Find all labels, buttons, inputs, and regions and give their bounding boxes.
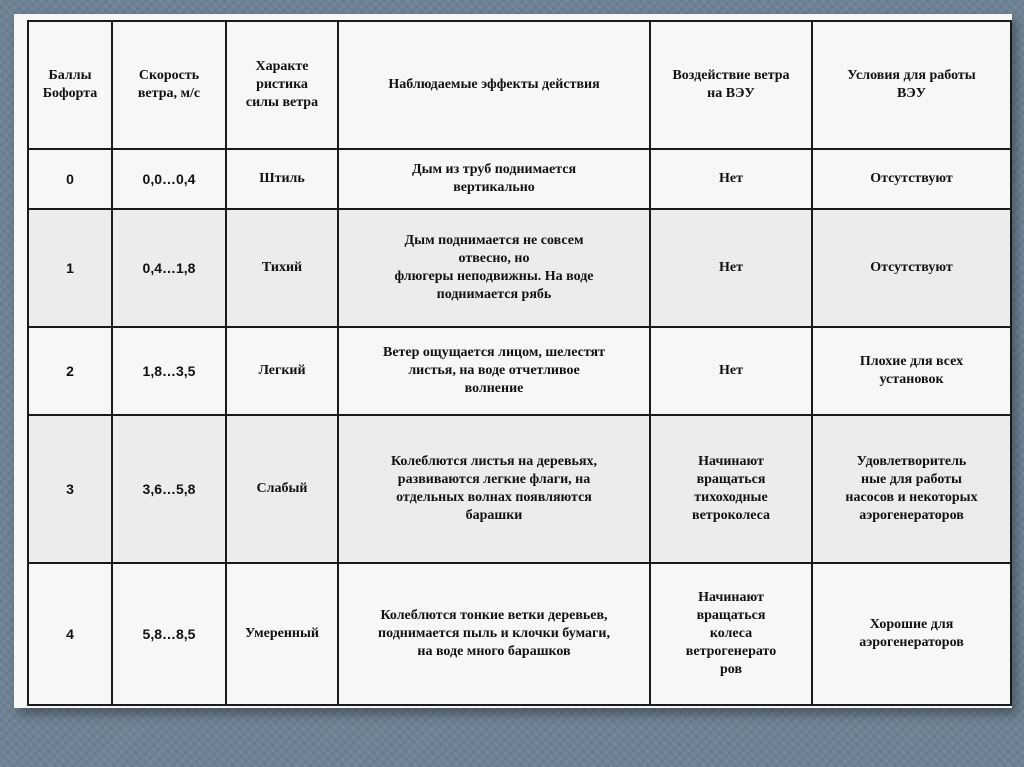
impact-cell: Нет — [650, 209, 812, 327]
character-cell: Штиль — [226, 149, 338, 209]
table-row — [28, 563, 1011, 705]
effects-cell: Дым из труб поднимается вертикально — [338, 149, 650, 209]
speed-cell: 3,6…5,8 — [112, 415, 226, 563]
header-operating-conditions: Условия для работы ВЭУ — [812, 21, 1011, 149]
speed-cell: 5,8…8,5 — [112, 563, 226, 705]
character-cell: Слабый — [226, 415, 338, 563]
effects-cell: Колеблются листья на деревьях, развиваются легкие флаги, на отдельных волнах появляются барашки — [338, 415, 650, 563]
conditions-cell: Отсутствуют — [812, 209, 1011, 327]
impact-cell: Начинают вращаться тихоходные ветроколеса — [650, 415, 812, 563]
character-cell: Умеренный — [226, 563, 338, 705]
character-cell: Тихий — [226, 209, 338, 327]
header-wind-speed: Скорость ветра, м/с — [112, 21, 226, 149]
table-row — [28, 327, 1011, 415]
beaufort-scale-table — [27, 20, 1012, 706]
impact-cell: Нет — [650, 149, 812, 209]
header-wind-character: Характе ристика силы ветра — [226, 21, 338, 149]
speed-cell: 1,8…3,5 — [112, 327, 226, 415]
header-observed-effects: Наблюдаемые эффекты действия — [338, 21, 650, 149]
conditions-cell: Удовлетворитель ные для работы насосов и некоторых аэрогенераторов — [812, 415, 1011, 563]
table-row — [28, 415, 1011, 563]
conditions-cell: Хорошие для аэрогенераторов — [812, 563, 1011, 705]
points-cell: 3 — [28, 415, 112, 563]
impact-cell: Нет — [650, 327, 812, 415]
speed-cell: 0,4…1,8 — [112, 209, 226, 327]
slide — [14, 14, 1012, 708]
effects-cell: Ветер ощущается лицом, шелестят листья, на воде отчетливое волнение — [338, 327, 650, 415]
points-cell: 0 — [28, 149, 112, 209]
points-cell: 1 — [28, 209, 112, 327]
character-cell: Легкий — [226, 327, 338, 415]
effects-cell: Колеблются тонкие ветки деревьев, поднимается пыль и клочки бумаги, на воде много барашков — [338, 563, 650, 705]
header-beaufort-points: Баллы Бофорта — [28, 21, 112, 149]
points-cell: 2 — [28, 327, 112, 415]
table-row — [28, 149, 1011, 209]
conditions-cell: Отсутствуют — [812, 149, 1011, 209]
speed-cell: 0,0…0,4 — [112, 149, 226, 209]
header-impact-on-turbine: Воздействие ветра на ВЭУ — [650, 21, 812, 149]
table-row — [28, 209, 1011, 327]
points-cell: 4 — [28, 563, 112, 705]
effects-cell: Дым поднимается не совсем отвесно, но флюгеры неподвижны. На воде поднимается рябь — [338, 209, 650, 327]
impact-cell: Начинают вращаться колеса ветрогенерато ров — [650, 563, 812, 705]
conditions-cell: Плохие для всех установок — [812, 327, 1011, 415]
table-header-row — [28, 21, 1011, 149]
